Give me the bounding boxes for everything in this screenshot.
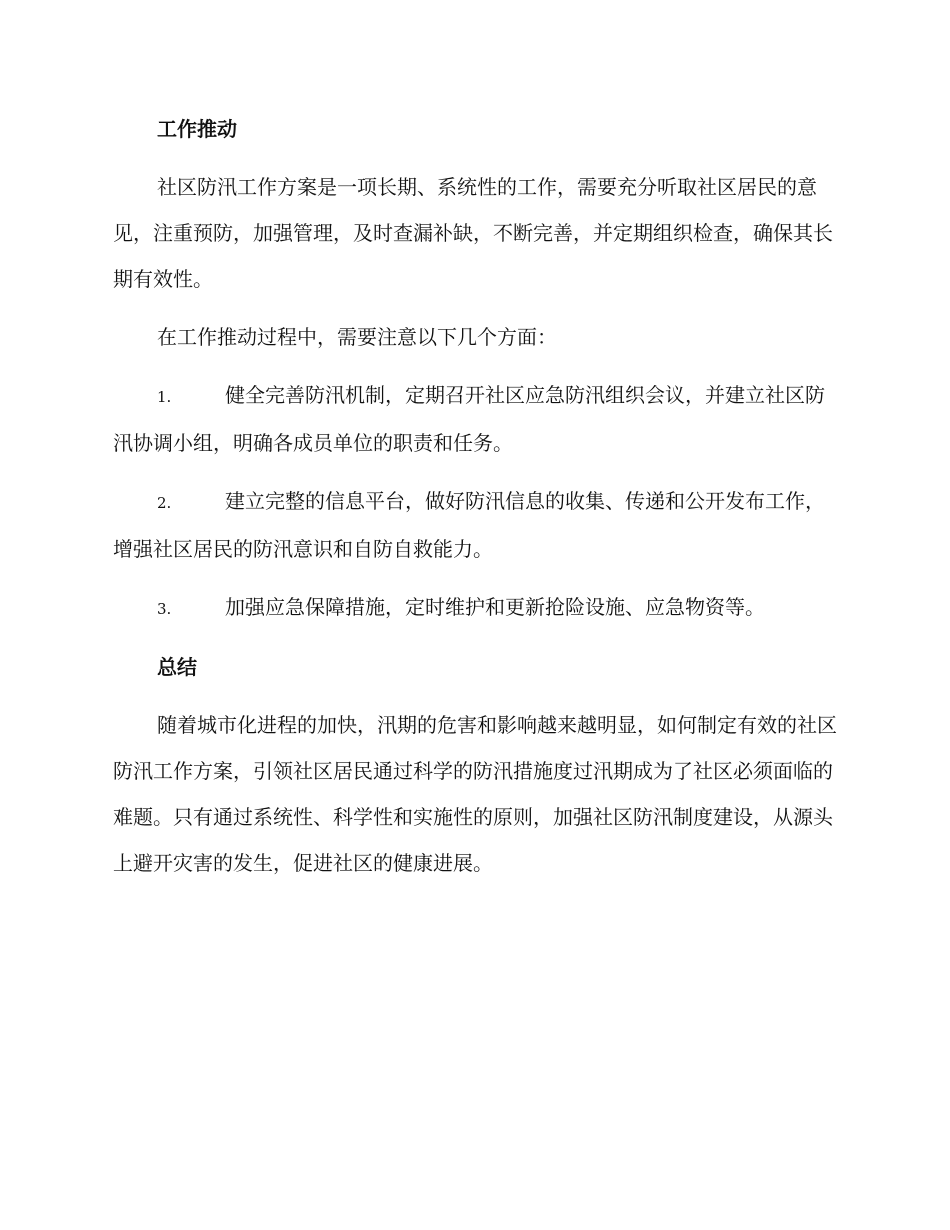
list-item-text: 加强应急保障措施，定时维护和更新抢险设施、应急物资等。 (225, 595, 765, 619)
list-number: 2. (157, 494, 172, 512)
list-number: 1. (157, 388, 172, 406)
list-item-3 (113, 584, 837, 632)
section-heading-summary: 总结 (157, 655, 197, 679)
paragraph-summary: 随着城市化进程的加快，汛期的危害和影响越来越明显，如何制定有效的社区防汛工作方案，引领社区居民通过科学的防汛措施度过汛期成为了社区必须面临的难题。只有通过系统性、科学性和实施性的原则，加强社区防汛制度建设，从源头上避开灾害的发生，促进社区的健康进展。 (113, 713, 837, 875)
document-body (113, 106, 837, 886)
paragraph-intro: 社区防汛工作方案是一项长期、系统性的工作，需要充分听取社区居民的意见，注重预防，加强管理，及时查漏补缺，不断完善，并定期组织检查，确保其长期有效性。 (113, 175, 833, 291)
list-number: 3. (157, 600, 172, 618)
list-item-2 (113, 478, 837, 572)
paragraph-aspects-lead: 在工作推动过程中，需要注意以下几个方面： (157, 325, 557, 349)
list-item-1 (113, 372, 837, 466)
section-heading-work-promotion: 工作推动 (157, 117, 237, 141)
list-item-text: 健全完善防汛机制，定期召开社区应急防汛组织会议，并建立社区防汛协调小组，明确各成员单位的职责和任务。 (113, 383, 825, 455)
list-item-text: 建立完整的信息平台，做好防汛信息的收集、传递和公开发布工作，增强社区居民的防汛意识和自防自救能力。 (113, 489, 825, 561)
